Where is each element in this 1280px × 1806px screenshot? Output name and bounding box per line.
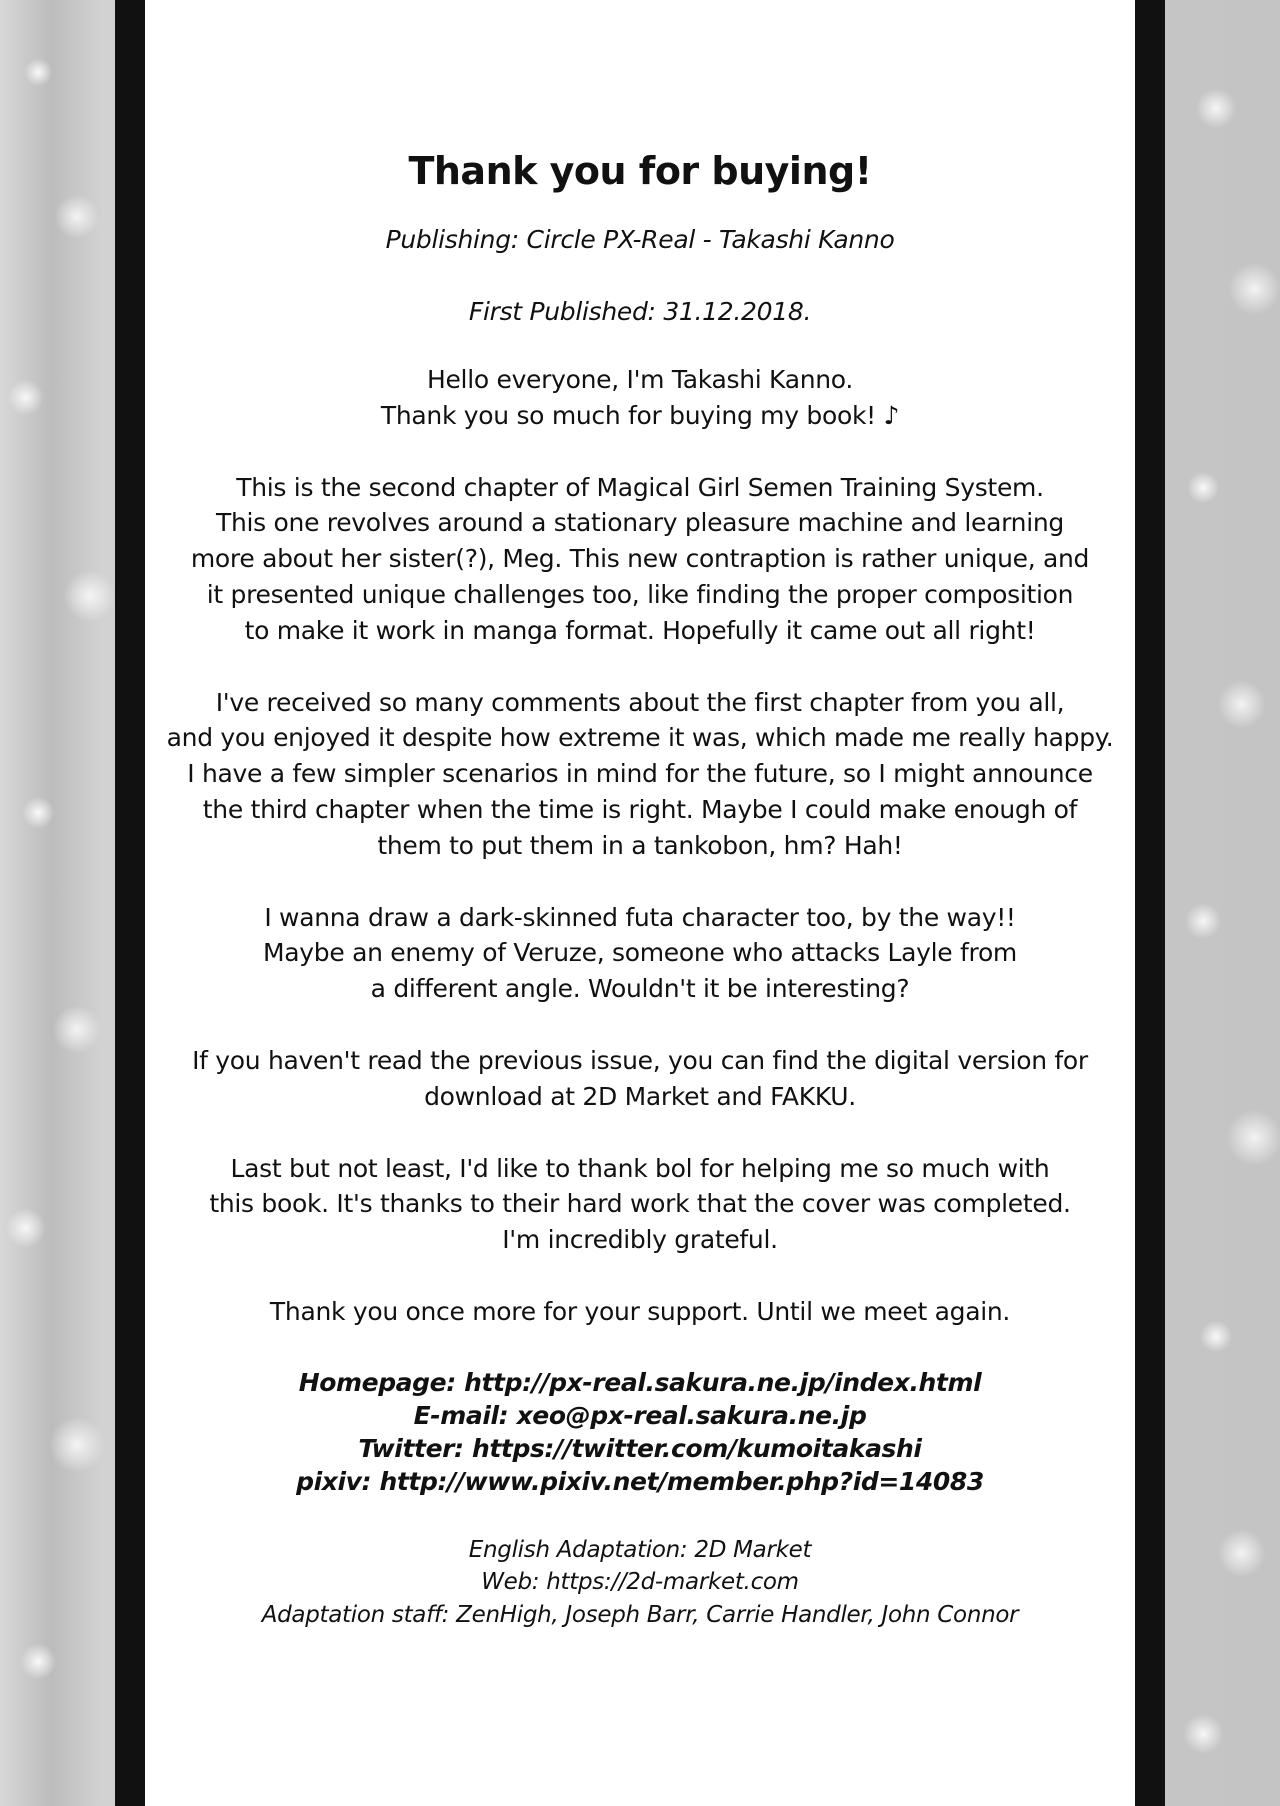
closing-paragraph xyxy=(145,1294,1135,1330)
staff-credit: Adaptation staff: ZenHigh, Joseph Barr, Carrie Handler, John Connor xyxy=(261,1601,1019,1628)
text-line: I'm incredibly grateful. xyxy=(502,1225,778,1255)
email-link[interactable]: E-mail: xeo@px-real.sakura.ne.jp xyxy=(413,1400,867,1430)
credits-block xyxy=(145,1534,1135,1632)
text-line: more about her sister(?), Meg. This new contraption is rather unique, and xyxy=(190,544,1090,574)
text-line: I wanna draw a dark-skinned futa character too, by the way!! xyxy=(264,902,1016,932)
comments-paragraph xyxy=(145,685,1135,864)
text-line: Thank you so much for buying my book! ♪ xyxy=(380,400,900,430)
web-credit[interactable]: Web: https://2d-market.com xyxy=(481,1569,799,1596)
text-line: I have a few simpler scenarios in mind for the future, so I might announce xyxy=(187,759,1093,789)
text-line: If you haven't read the previous issue, you can find the digital version for xyxy=(192,1045,1088,1075)
chapter-paragraph xyxy=(145,470,1135,649)
page-title: Thank you for buying! xyxy=(408,149,872,193)
previous-issue-paragraph xyxy=(145,1043,1135,1115)
text-line: I've received so many comments about the first chapter from you all, xyxy=(215,687,1065,717)
text-line: the third chapter when the time is right. Maybe I could make enough of xyxy=(202,794,1078,824)
text-line: Last but not least, I'd like to thank bol for helping me so much with xyxy=(230,1153,1050,1183)
text-line: Maybe an enemy of Veruze, someone who attacks Layle from xyxy=(263,938,1017,968)
text-line: to make it work in manga format. Hopefully it came out all right! xyxy=(244,615,1036,645)
text-line: download at 2D Market and FAKKU. xyxy=(424,1081,856,1111)
thanks-paragraph xyxy=(145,1151,1135,1258)
text-line: and you enjoyed it despite how extreme it was, which made me really happy. xyxy=(166,723,1114,753)
text-line: a different angle. Wouldn't it be interesting? xyxy=(370,974,910,1004)
text-line: this book. It's thanks to their hard work that the cover was completed. xyxy=(209,1189,1071,1219)
twitter-link[interactable]: Twitter: https://twitter.com/kumoitakashi xyxy=(358,1433,922,1463)
text-line: This one revolves around a stationary pleasure machine and learning xyxy=(216,508,1064,538)
first-published-line: First Published: 31.12.2018. xyxy=(468,297,812,326)
contact-links xyxy=(145,1366,1135,1498)
character-paragraph xyxy=(145,900,1135,1007)
text-line: Hello everyone, I'm Takashi Kanno. xyxy=(426,365,854,394)
text-line: This is the second chapter of Magical Girl Semen Training System. xyxy=(236,472,1044,502)
afterword-page xyxy=(145,0,1135,1806)
greeting-paragraph xyxy=(145,362,1135,434)
publishing-line: Publishing: Circle PX-Real - Takashi Kanno xyxy=(385,225,895,254)
pixiv-link[interactable]: pixiv: http://www.pixiv.net/member.php?id=14083 xyxy=(296,1466,984,1496)
text-line: Thank you once more for your support. Until we meet again. xyxy=(269,1296,1011,1326)
adaptation-credit: English Adaptation: 2D Market xyxy=(468,1536,812,1563)
homepage-link[interactable]: Homepage: http://px-real.sakura.ne.jp/index.html xyxy=(298,1367,982,1397)
text-line: them to put them in a tankobon, hm? Hah! xyxy=(377,830,903,860)
text-line: it presented unique challenges too, like finding the proper composition xyxy=(206,579,1074,609)
